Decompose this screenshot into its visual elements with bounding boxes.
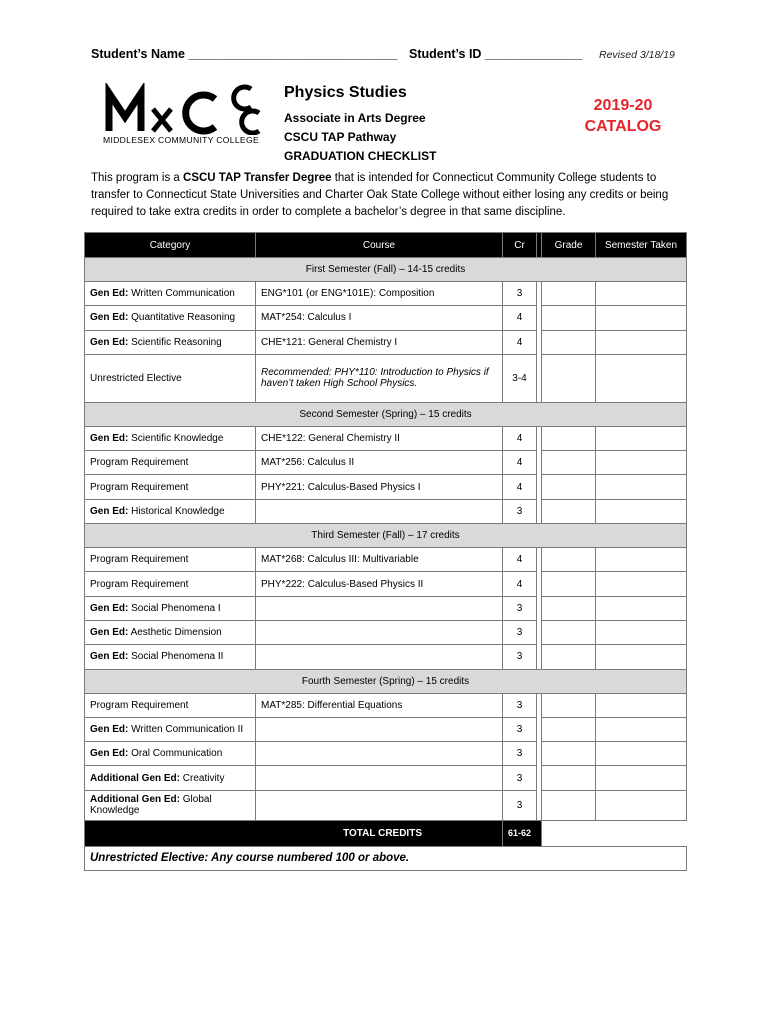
table-row — [85, 330, 687, 354]
course-cell: MAT*256: Calculus II — [256, 451, 503, 475]
table-row — [85, 306, 687, 330]
table-row — [85, 475, 687, 499]
intro-paragraph — [91, 170, 691, 221]
credits-cell: 3-4 — [503, 354, 537, 402]
footnote-row — [85, 846, 687, 870]
semester-header-row — [85, 402, 687, 426]
category-cell — [85, 790, 256, 820]
semester-taken-cell[interactable] — [596, 426, 687, 450]
program-titles — [284, 84, 436, 166]
category-text: Program Requirement — [90, 699, 189, 711]
semester-taken-cell[interactable] — [596, 475, 687, 499]
category-text: Program Requirement — [90, 481, 189, 493]
credits-cell: 4 — [503, 306, 537, 330]
category-cell — [85, 499, 256, 523]
semester-title: Second Semester (Spring) – 15 credits — [85, 402, 687, 426]
footnote-text: Unrestricted Elective: Any course numbered 100 or above. — [85, 846, 687, 870]
grade-cell[interactable] — [542, 548, 596, 572]
category-cell — [85, 475, 256, 499]
grade-cell[interactable] — [542, 693, 596, 717]
table-row — [85, 451, 687, 475]
credits-cell: 4 — [503, 475, 537, 499]
catalog-year: 2019-20 — [593, 97, 653, 114]
semester-taken-cell[interactable] — [596, 499, 687, 523]
course-cell — [256, 596, 503, 620]
semester-taken-cell[interactable] — [596, 742, 687, 766]
category-text: Unrestricted Elective — [90, 372, 182, 384]
semester-header-row — [85, 669, 687, 693]
course-cell — [256, 717, 503, 741]
category-bold: Gen Ed: — [90, 748, 129, 760]
credits-cell: 4 — [503, 426, 537, 450]
col-category: Category — [85, 233, 256, 258]
course-cell — [256, 742, 503, 766]
student-name-label[interactable]: Student’s Name ______________________________ — [91, 47, 398, 61]
category-text: Program Requirement — [90, 457, 189, 469]
total-label: TOTAL CREDITS — [85, 820, 503, 846]
col-semester-taken: Semester Taken — [596, 233, 687, 258]
semester-taken-cell[interactable] — [596, 306, 687, 330]
category-cell — [85, 717, 256, 741]
category-cell — [85, 645, 256, 669]
credits-cell: 4 — [503, 451, 537, 475]
credits-cell: 4 — [503, 548, 537, 572]
category-text: Quantitative Reasoning — [128, 312, 236, 324]
college-name: MIDDLESEX COMMUNITY COLLEGE — [103, 135, 259, 145]
table-row — [85, 572, 687, 596]
grade-cell[interactable] — [542, 475, 596, 499]
category-text: Global Knowledge — [90, 794, 212, 817]
course-cell: PHY*221: Calculus-Based Physics I — [256, 475, 503, 499]
semester-taken-cell[interactable] — [596, 766, 687, 790]
category-cell — [85, 548, 256, 572]
category-text: Social Phenomena II — [128, 651, 224, 663]
semester-taken-cell[interactable] — [596, 330, 687, 354]
credits-cell: 3 — [503, 693, 537, 717]
course-cell: CHE*122: General Chemistry II — [256, 426, 503, 450]
grade-cell[interactable] — [542, 572, 596, 596]
table-row — [85, 645, 687, 669]
category-bold: Additional Gen Ed: — [90, 772, 180, 784]
grade-cell[interactable] — [542, 451, 596, 475]
category-text: Program Requirement — [90, 578, 189, 590]
category-bold: Gen Ed: — [90, 627, 129, 639]
category-text: Historical Knowledge — [128, 505, 225, 517]
col-course: Course — [256, 233, 503, 258]
category-bold: Gen Ed: — [90, 505, 129, 517]
total-value: 61-62 — [503, 820, 542, 846]
grade-cell[interactable] — [542, 426, 596, 450]
course-cell — [256, 766, 503, 790]
grade-cell[interactable] — [542, 354, 596, 402]
table-row — [85, 766, 687, 790]
grade-cell[interactable] — [542, 790, 596, 820]
mxcc-logo — [103, 83, 265, 149]
credits-cell: 3 — [503, 596, 537, 620]
table-row — [85, 620, 687, 644]
credits-cell: 3 — [503, 645, 537, 669]
semester-taken-cell[interactable] — [596, 548, 687, 572]
category-text: Scientific Reasoning — [128, 336, 222, 348]
catalog-badge — [560, 95, 686, 137]
category-text: Scientific Knowledge — [128, 433, 224, 445]
category-cell — [85, 426, 256, 450]
grade-cell[interactable] — [542, 645, 596, 669]
category-bold: Gen Ed: — [90, 651, 129, 663]
course-cell: MAT*254: Calculus I — [256, 306, 503, 330]
intro-rest: that is intended for Connecticut Community College students to transfer to Connecticut State Universities and Charter Oak State College without either losing any credits or being required to take extra credits in order to complete a bachelor’s degree in that same discipline. — [91, 172, 669, 218]
category-text: Oral Communication — [128, 748, 223, 760]
course-cell — [256, 790, 503, 820]
credits-cell: 3 — [503, 766, 537, 790]
semester-taken-cell[interactable] — [596, 620, 687, 644]
semester-header-row — [85, 258, 687, 282]
semester-taken-cell[interactable] — [596, 282, 687, 306]
pathway-title: CSCU TAP Pathway — [284, 130, 397, 144]
course-cell — [256, 645, 503, 669]
table-row — [85, 282, 687, 306]
col-grade: Grade — [542, 233, 596, 258]
category-cell — [85, 693, 256, 717]
category-cell — [85, 620, 256, 644]
table-row — [85, 354, 687, 402]
grade-cell[interactable] — [542, 766, 596, 790]
semester-taken-cell[interactable] — [596, 693, 687, 717]
semester-taken-cell[interactable] — [596, 451, 687, 475]
course-cell: ENG*101 (or ENG*101E): Composition — [256, 282, 503, 306]
intro-lead: This program is a — [91, 172, 184, 184]
total-blank — [542, 820, 687, 846]
semester-taken-cell[interactable] — [596, 572, 687, 596]
intro-bold: CSCU TAP Transfer Degree — [183, 172, 332, 184]
semester-taken-cell[interactable] — [596, 354, 687, 402]
credits-cell: 3 — [503, 717, 537, 741]
category-bold: Gen Ed: — [90, 724, 129, 735]
category-text: Written Communication — [128, 288, 235, 300]
category-text: Social Phenomena I — [128, 602, 221, 614]
table-row — [85, 499, 687, 523]
grade-cell[interactable] — [542, 742, 596, 766]
checklist-title: GRADUATION CHECKLIST — [284, 149, 437, 163]
category-bold: Gen Ed: — [90, 602, 129, 614]
grade-cell[interactable] — [542, 282, 596, 306]
table-row — [85, 693, 687, 717]
table-row — [85, 790, 687, 820]
revised-date: Revised 3/18/19 — [599, 49, 675, 61]
credits-cell: 4 — [503, 330, 537, 354]
table-row — [85, 548, 687, 572]
course-cell — [256, 499, 503, 523]
course-cell: Recommended: PHY*110: Introduction to Physics if haven’t taken High School Physics. — [256, 354, 503, 402]
semester-title: Fourth Semester (Spring) – 15 credits — [85, 669, 687, 693]
category-cell — [85, 572, 256, 596]
category-cell — [85, 354, 256, 402]
semester-taken-cell[interactable] — [596, 596, 687, 620]
category-bold: Additional Gen Ed: — [90, 794, 180, 806]
category-text: Aesthetic Dimension — [128, 627, 222, 639]
student-id-label[interactable]: Student’s ID ______________ — [409, 47, 583, 61]
category-bold: Gen Ed: — [90, 288, 129, 300]
mxcc-wordmark-icon — [103, 83, 265, 135]
category-cell — [85, 766, 256, 790]
category-text: Program Requirement — [90, 554, 189, 566]
table-row — [85, 426, 687, 450]
table-row — [85, 596, 687, 620]
semester-taken-cell[interactable] — [596, 790, 687, 820]
total-row — [85, 820, 687, 846]
table-header-row — [85, 233, 687, 258]
category-cell — [85, 282, 256, 306]
category-cell — [85, 306, 256, 330]
credits-cell: 3 — [503, 620, 537, 644]
category-text: Written Communication II — [128, 724, 244, 735]
course-cell: MAT*285: Differential Equations — [256, 693, 503, 717]
program-title: Physics Studies — [284, 84, 407, 101]
credits-cell: 3 — [503, 282, 537, 306]
category-cell — [85, 451, 256, 475]
grade-cell[interactable] — [542, 596, 596, 620]
category-bold: Gen Ed: — [90, 433, 129, 445]
category-text: Creativity — [180, 772, 225, 784]
grade-cell[interactable] — [542, 620, 596, 644]
graduation-checklist-table — [84, 232, 687, 871]
grade-cell[interactable] — [542, 717, 596, 741]
catalog-label: CATALOG — [584, 118, 662, 135]
table-row — [85, 717, 687, 741]
table-row — [85, 742, 687, 766]
semester-title: First Semester (Fall) – 14-15 credits — [85, 258, 687, 282]
grade-cell[interactable] — [542, 499, 596, 523]
semester-taken-cell[interactable] — [596, 645, 687, 669]
credits-cell: 4 — [503, 572, 537, 596]
category-cell — [85, 742, 256, 766]
course-cell: MAT*268: Calculus III: Multivariable — [256, 548, 503, 572]
degree-title: Associate in Arts Degree — [284, 111, 426, 125]
course-cell: CHE*121: General Chemistry I — [256, 330, 503, 354]
category-cell — [85, 596, 256, 620]
credits-cell: 3 — [503, 742, 537, 766]
course-cell: PHY*222: Calculus-Based Physics II — [256, 572, 503, 596]
course-cell — [256, 620, 503, 644]
semester-taken-cell[interactable] — [596, 717, 687, 741]
category-bold: Gen Ed: — [90, 336, 129, 348]
col-cr: Cr — [503, 233, 537, 258]
category-cell — [85, 330, 256, 354]
semester-title: Third Semester (Fall) – 17 credits — [85, 524, 687, 548]
grade-cell[interactable] — [542, 306, 596, 330]
credits-cell: 3 — [503, 790, 537, 820]
semester-header-row — [85, 524, 687, 548]
credits-cell: 3 — [503, 499, 537, 523]
grade-cell[interactable] — [542, 330, 596, 354]
category-bold: Gen Ed: — [90, 312, 129, 324]
